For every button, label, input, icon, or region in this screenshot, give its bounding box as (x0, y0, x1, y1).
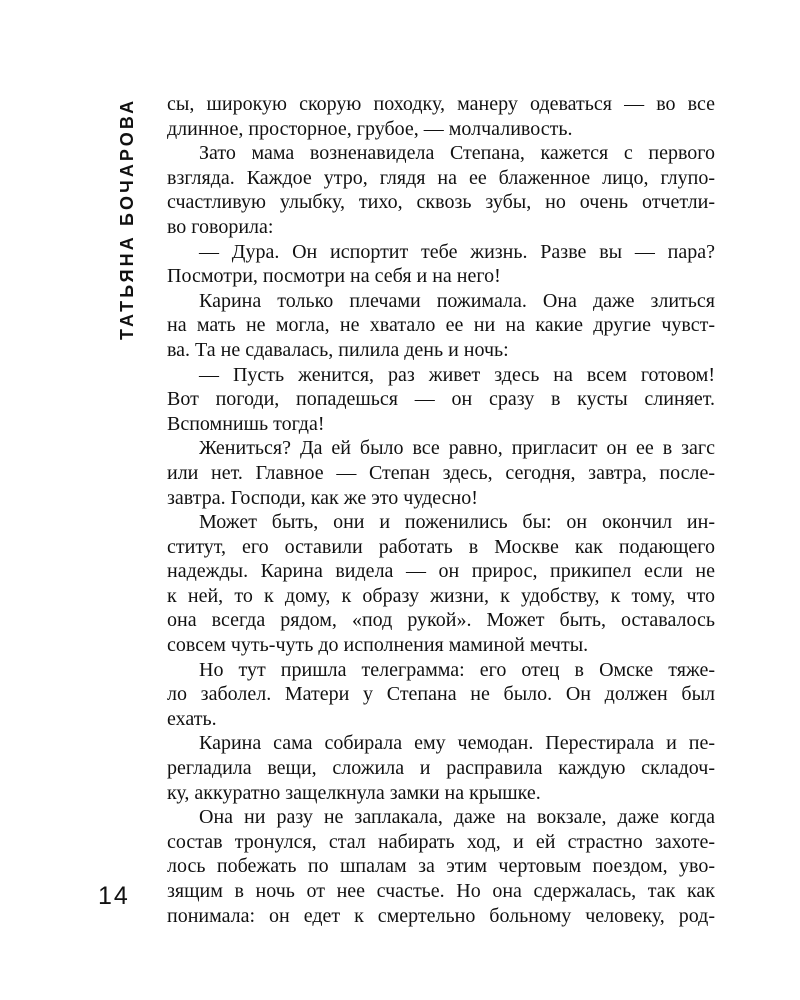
text-line: или нет. Главное — Степан здесь, сегодня, завтра, после- (167, 461, 715, 484)
text-line: во говорила: (167, 215, 274, 238)
text-line: Посмотри, посмотри на себя и на него! (167, 265, 501, 288)
text-line: состав тронулся, стал набирать ход, и ей страстно захоте- (167, 830, 715, 853)
text-line: Вот погоди, попадешься — он сразу в кусты слиняет. (167, 388, 715, 411)
running-head-author: ТАТЬЯНА БОЧАРОВА (117, 97, 137, 340)
text-line: — Дура. Он испортит тебе жизнь. Разве вы — пара? (199, 240, 715, 263)
text-line: длинное, просторное, грубое, — молчаливость. (167, 117, 573, 140)
text-line: — Пусть женится, раз живет здесь на всем готовом! (199, 363, 715, 386)
text-line: Жениться? Да ей было все равно, пригласит он ее в загс (199, 437, 715, 460)
text-line: Карина сама собирала ему чемодан. Перестирала и пе- (199, 732, 715, 755)
text-line: завтра. Господи, как же это чудесно! (167, 486, 478, 509)
text-line: счастливую улыбку, тихо, сквозь зубы, но очень отчетли- (167, 191, 715, 214)
text-line: совсем чуть-чуть до исполнения маминой мечты. (167, 634, 589, 657)
text-line: она всегда рядом, «под рукой». Может быть, оставалось (167, 609, 715, 632)
text-line: Вспомнишь тогда! (167, 412, 325, 435)
text-line: надежды. Карина видела — он прирос, прикипел если не (167, 560, 715, 583)
text-line: ку, аккуратно защелкнула замки на крышке. (167, 781, 541, 804)
text-line: Карина только плечами пожимала. Она даже злиться (199, 289, 715, 312)
text-line: лось побежать по шпалам за этим чертовым поездом, уво- (167, 855, 715, 878)
text-line: взгляда. Каждое утро, глядя на ее блаженное лицо, глупо- (167, 166, 715, 189)
text-line: ститут, его оставили работать в Москве как подающего (167, 535, 715, 558)
text-line: понимала: он едет к смертельно больному человеку, род- (167, 904, 715, 927)
text-line: ва. Та не сдавалась, пилила день и ночь: (167, 338, 509, 361)
text-line: ехать. (167, 707, 217, 730)
text-line: сы, широкую скорую походку, манеру одеваться — во все (167, 93, 715, 115)
text-line: к ней, то к дому, к образу жизни, к удобству, к тому, что (167, 584, 715, 607)
text-line: Может быть, они и поженились бы: он окончил ин- (199, 511, 715, 534)
text-line: зящим в ночь от нее счастье. Но она сдержалась, так как (167, 880, 715, 902)
body-text (167, 92, 715, 928)
text-line: ло заболел. Матери у Степана не было. Он должен был (167, 683, 715, 706)
text-line: Она ни разу не заплакала, даже на вокзале, даже когда (199, 806, 715, 829)
page-number: 14 (98, 882, 130, 910)
text-line: на мать не могла, не хватало ее ни на какие другие чувст- (167, 314, 715, 337)
text-line: Но тут пришла телеграмма: его отец в Омске тяже- (199, 658, 715, 681)
text-line: регладила вещи, сложила и расправила каждую складоч- (167, 757, 715, 780)
text-line: Зато мама возненавидела Степана, кажется с первого (199, 142, 715, 165)
